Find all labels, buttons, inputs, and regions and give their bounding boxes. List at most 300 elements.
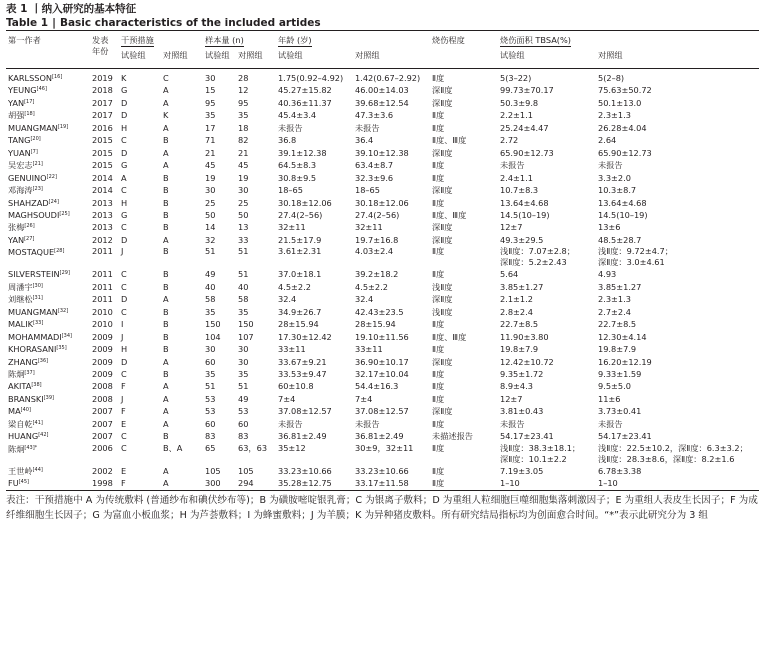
year-cell: 2007 [92,431,113,442]
table-row [6,306,759,318]
year-cell: 2011 [92,294,113,305]
table-row [6,368,759,380]
sample-control-cell: 19 [238,172,249,183]
intervention-trial-cell: F [121,381,126,392]
burn-degree-cell: 深Ⅱ度 [432,234,453,245]
age-control-cell: 4.03±2.4 [355,246,394,257]
burn-degree-cell: 浅Ⅱ度 [432,306,453,317]
author-cell [6,368,90,380]
burn-degree-cell: 深Ⅱ度 [432,294,453,305]
author-name: AKITA [8,381,32,392]
age-control-cell: 18–65 [355,185,380,196]
author-name: 张梅 [8,222,25,233]
sample-control-cell: 33 [238,234,249,245]
intervention-control-cell: B [163,197,169,208]
tbsa-trial-cell: 25.24±4.47 [500,122,549,133]
age-trial-cell: 30.8±9.5 [278,172,317,183]
age-control-cell: 39.2±18.2 [355,269,399,280]
sample-control-cell: 95 [238,97,249,108]
header-n-trial: 试验组 [205,50,230,60]
reference-marker: [19] [57,123,69,130]
age-trial-cell: 34.9±26.7 [278,306,322,317]
burn-degree-cell: Ⅱ度 [432,246,445,257]
age-control-cell: 42.43±23.5 [355,306,404,317]
table-body [6,69,759,491]
intervention-control-cell: B [163,269,169,280]
sample-control-cell: 30 [238,344,249,355]
burn-degree-cell: Ⅱ度 [432,160,445,171]
tbsa-control-cell: 4.93 [598,269,617,280]
age-control-cell: 46.00±14.03 [355,85,409,96]
author-cell [6,172,90,184]
author-name: MOSTAQUE [8,247,55,258]
burn-degree-cell: 深Ⅱ度 [432,85,453,96]
intervention-control-cell: B [163,185,169,196]
sample-trial-cell: 95 [205,97,216,108]
author-cell [6,418,90,430]
intervention-trial-cell: D [121,294,128,305]
tbsa-trial-cell [498,246,596,268]
sample-trial-cell: 35 [205,306,216,317]
header-tbsa-label: 烧伤面积 TBSA(%) [500,35,571,45]
author-name: ZHANG [8,356,38,367]
sample-trial-cell: 35 [205,110,216,121]
intervention-trial-cell: C [121,368,127,379]
tbsa-control-cell: 3.73±0.41 [598,406,642,417]
sample-control-cell: 150 [238,319,254,330]
burn-degree-cell: Ⅱ度 [432,393,445,404]
author-name: KHORASANI [8,344,57,355]
intervention-trial-cell: D [121,97,128,108]
author-cell [6,147,90,159]
table-row [6,418,759,430]
author-cell [6,197,90,209]
header-tbsa-control: 对照组 [598,50,623,60]
intervention-trial-cell: C [121,306,127,317]
tbsa-trial-cell: 13.64±4.68 [500,197,549,208]
table-row [6,246,759,268]
sample-control-cell: 25 [238,197,249,208]
caption-separator: | [52,17,56,29]
tbsa-trial-cell: 1–10 [498,477,596,490]
intervention-trial-cell: G [121,209,128,220]
tbsa-trial-cell: 2.72 [500,135,519,146]
intervention-control-cell: A [163,465,169,476]
intervention-trial-cell: C [121,269,127,280]
author-name: YAN [8,97,25,108]
reference-marker: [44] [32,466,43,473]
reference-marker: [35] [56,345,67,352]
age-control-cell: 54.4±16.3 [355,381,399,392]
table-row [6,109,759,121]
intervention-trial-cell: C [121,135,127,146]
intervention-control-cell: C [163,73,169,83]
sample-trial-cell: 53 [205,393,216,404]
author-cell [6,430,90,442]
burn-degree-cell: 深Ⅱ度 [432,185,453,196]
caption-en-title: Basic characteristics of the included artides [59,17,321,29]
age-trial-cell: 36.81±2.49 [278,431,327,442]
tbsa-control-cell: 5(2–8) [598,73,625,83]
table-row [6,184,759,196]
burn-degree-cell: Ⅱ度 [432,122,445,133]
tbsa-trial-cell-line: 浅Ⅱ度：38.3±18.1； [500,442,581,453]
year-cell: 2014 [92,185,113,196]
intervention-control-cell: A [163,294,169,305]
age-control-cell: 27.4(2–56) [355,209,400,220]
reference-marker: [16] [52,74,63,80]
reference-marker: [21] [32,161,43,168]
intervention-control-cell: B [163,172,169,183]
table-caption-en [6,16,759,30]
author-name: 陈炯 [8,443,25,454]
header-sample-label: 样本量 (n) [205,35,244,45]
burn-degree-cell: Ⅱ度 [432,465,445,476]
reference-marker: [20] [30,136,41,143]
intervention-control-cell: A [163,97,169,108]
burn-degree-cell: Ⅱ度 [432,319,445,330]
intervention-trial-cell: C [121,281,127,292]
author-name: YUAN [8,147,31,158]
sample-trial-cell: 19 [205,172,216,183]
age-trial-cell: 30.18±12.06 [278,197,332,208]
header-age [276,31,430,49]
year-cell: 2006 [92,442,113,453]
sample-control-cell: 107 [238,331,254,342]
author-cell [6,405,90,417]
author-cell [6,184,90,196]
age-control-cell: 7±4 [355,393,373,404]
tbsa-trial-cell [498,443,596,465]
burn-degree-cell: Ⅱ度 [432,73,445,83]
age-trial-cell: 1.75(0.92–4.92) [278,73,344,83]
age-control-cell: 19.7±16.8 [355,234,399,245]
tbsa-control-cell: 2.7±2.4 [598,306,631,317]
tbsa-trial-cell: 22.7±8.5 [500,319,539,330]
burn-degree-cell: Ⅱ度 [432,172,445,183]
author-cell [6,393,90,405]
tbsa-control-cell: 11±6 [598,393,621,404]
intervention-control-cell: A [163,122,169,133]
author-cell [6,69,90,85]
age-trial-cell: 37.0±18.1 [278,269,322,280]
tbsa-control-cell: 10.3±8.7 [598,185,637,196]
tbsa-control-cell: 50.1±13.0 [598,97,642,108]
intervention-trial-cell: F [119,477,161,490]
age-control-cell: 39.10±12.38 [355,147,409,158]
year-cell: 2014 [92,172,113,183]
year-cell: 2011 [92,246,113,257]
sample-trial-cell: 32 [205,234,216,245]
sample-trial-cell: 25 [205,197,216,208]
tbsa-control-cell [596,443,759,465]
burn-degree-cell: 浅Ⅱ度 [432,281,453,292]
intervention-trial-cell: C [121,431,127,442]
author-name: KARLSSON [8,73,53,83]
tbsa-trial-cell: 99.73±70.17 [500,85,554,96]
tbsa-control-cell: 14.5(10–19) [598,209,648,220]
tbsa-trial-cell: 2.8±2.4 [500,306,533,317]
year-cell: 2009 [92,331,113,342]
sample-trial-cell: 50 [205,209,216,220]
age-control-cell: 1.42(0.67–2.92) [355,73,421,83]
intervention-control-cell: B [163,209,169,220]
year-cell: 2010 [92,306,113,317]
reference-marker: [29] [59,270,70,277]
header-intervention [119,31,203,49]
header-tbsa [498,31,759,49]
table-row [6,380,759,392]
tbsa-trial-cell: 2.4±1.1 [500,172,533,183]
sample-trial-cell: 105 [205,465,221,476]
table-caption-zh: 表 1 丨纳入研究的基本特征 [6,3,137,15]
reference-marker: [7] [30,148,38,155]
year-cell: 2016 [92,122,113,133]
table-row [6,405,759,417]
table-footnote: 表注：干预措施中 A 为传统敷料 (普通纱布和碘伏纱布等)；B 为磺胺嘧啶银乳膏；C 为银离子敷料；D 为重组人粒细胞巨噬细胞集落刺激因子；E 为重组人表皮生长因子；F 为成纤维细胞生长因子；G 为富血小板血浆；H 为芦荟敷料；I 为蜂蜜敷料；J 为羊膜；K 为异种猪皮敷料。所有研究结局指标均为创面愈合时间。“*”表示此研究分为 3 组 [6,494,758,522]
age-control-cell: 47.3±3.6 [355,110,394,121]
age-control-cell: 36.90±10.17 [355,356,409,367]
sample-control-cell: 45 [238,160,249,171]
age-control-cell: 19.10±11.56 [355,331,409,342]
reference-marker: [41] [32,419,43,426]
age-trial-cell: 33.53±9.47 [278,368,327,379]
tbsa-control-cell: 6.78±3.38 [598,465,642,476]
intervention-trial-cell: I [121,319,124,330]
table-row [6,172,759,184]
tbsa-trial-cell: 50.3±9.8 [500,97,539,108]
author-name: 刘继松 [8,294,33,305]
author-cell [6,356,90,368]
intervention-trial-cell: J [121,393,124,404]
burn-degree-cell: 深Ⅱ度 [432,356,453,367]
intervention-trial-cell: A [121,172,127,183]
sample-trial-cell: 51 [205,381,216,392]
tbsa-trial-cell: 11.90±3.80 [500,331,549,342]
age-control-cell: 32±11 [355,222,383,233]
intervention-control-cell: A [163,393,169,404]
sample-trial-cell: 60 [205,356,216,367]
table-row [6,147,759,159]
year-cell: 2007 [92,418,113,429]
header-age-trial: 试验组 [278,50,303,60]
age-control-cell: 36.4 [355,135,374,146]
sample-trial-cell: 45 [205,160,216,171]
table-row [6,393,759,405]
age-trial-cell: 32±11 [278,222,306,233]
intervention-control-cell: B [163,246,169,257]
author-cell [6,306,90,318]
sample-control-cell: 58 [238,294,249,305]
reference-marker: [26] [24,223,35,230]
author-cell [6,343,90,355]
year-cell: 2008 [92,381,113,392]
year-cell: 2017 [92,97,113,108]
age-control-cell: 37.08±12.57 [355,406,409,417]
sample-control-cell: 30 [238,185,249,196]
age-trial-cell: 7±4 [278,393,296,404]
burn-degree-cell: Ⅱ度 [432,442,445,453]
sample-control-cell: 51 [238,269,249,280]
sample-control-cell: 50 [238,209,249,220]
author-name: MUANGMAN [8,122,58,133]
sample-control-cell: 40 [238,281,249,292]
author-cell [6,159,90,171]
intervention-control-cell: B [163,431,169,442]
intervention-control-cell: B [163,319,169,330]
burn-degree-cell: 深Ⅱ度 [432,97,453,108]
author-cell [6,380,90,392]
burn-degree-cell: 深Ⅱ度 [432,222,453,233]
age-trial-cell: 39.1±12.38 [278,147,327,158]
sample-trial-cell: 30 [205,344,216,355]
intervention-trial-cell: K [121,73,127,83]
tbsa-trial-cell: 19.8±7.9 [500,344,539,355]
tbsa-control-cell: 65.90±12.73 [598,147,652,158]
author-name: MA [8,406,21,417]
intervention-control-cell: A [161,477,203,490]
sample-trial-cell: 53 [205,406,216,417]
age-trial-cell: 未报告 [278,418,303,429]
author-name: SHAHZAD [8,197,49,208]
age-trial-cell: 35±12 [278,442,306,453]
intervention-control-cell: A [163,356,169,367]
age-control-cell: 33.17±11.58 [353,477,430,490]
year-cell: 2015 [92,160,113,171]
table-figure [6,2,759,524]
tbsa-control-cell: 3.3±2.0 [598,172,631,183]
intervention-trial-cell: G [121,160,128,171]
author-cell [6,477,90,490]
tbsa-trial-cell-line: 深Ⅱ度：5.2±2.43 [500,257,567,268]
intervention-trial-cell: D [121,234,128,245]
intervention-control-cell: B [163,135,169,146]
author-cell [6,443,90,465]
tbsa-trial-cell-line: 深Ⅱ度：10.1±2.2 [500,453,567,464]
table-row [6,356,759,368]
author-name: 陈炯 [8,368,25,379]
sample-trial-cell: 15 [205,85,216,96]
age-trial-cell: 3.61±2.31 [278,246,322,257]
year-cell: 2013 [92,197,113,208]
author-name: MAGHSOUDI [8,209,60,220]
tbsa-trial-cell: 12±7 [500,222,523,233]
year-cell: 2009 [92,344,113,355]
sample-trial-cell: 14 [205,222,216,233]
reference-marker: [33] [33,320,44,327]
tbsa-control-cell: 12.30±4.14 [598,331,647,342]
author-name: MUANGMAN [8,306,58,317]
sample-trial-cell: 49 [205,269,216,280]
tbsa-trial-cell: 65.90±12.73 [500,147,554,158]
author-name: YEUNG [8,85,37,96]
intervention-trial-cell: D [121,110,128,121]
sample-trial-cell: 40 [205,281,216,292]
tbsa-control-cell: 2.64 [598,135,617,146]
intervention-trial-cell: H [121,122,128,133]
author-cell [6,221,90,233]
table-row [6,281,759,293]
intervention-control-cell: A [163,85,169,96]
header-int-control: 对照组 [163,50,188,60]
tbsa-control-cell: 未报告 [598,160,623,171]
intervention-trial-cell: J [121,246,124,257]
age-control-cell: 未报告 [355,122,380,133]
intervention-control-cell: A [163,147,169,158]
sample-trial-cell: 58 [205,294,216,305]
author-name: 王世岭 [8,465,33,476]
reference-marker: [30] [32,282,43,289]
year-cell: 2008 [92,393,113,404]
sample-trial-cell: 104 [205,331,221,342]
burn-degree-cell: 未描述报告 [432,431,473,442]
tbsa-control-cell: 19.8±7.9 [598,344,637,355]
table-row [6,293,759,305]
year-cell: 2011 [92,269,113,280]
author-name: 邓海涛 [8,185,33,196]
table-row [6,122,759,134]
author-name: SILVERSTEIN [8,269,60,280]
table-row [6,197,759,209]
sample-control-cell: 35 [238,110,249,121]
intervention-trial-cell: H [121,344,128,355]
sample-trial-cell: 65 [205,442,216,453]
author-name: 周潘宇 [8,281,33,292]
sample-control-cell: 82 [238,135,249,146]
sample-control-cell: 105 [238,465,254,476]
age-trial-cell: 45.27±15.82 [278,85,332,96]
author-cell [6,465,90,477]
sample-control-cell: 51 [238,246,249,257]
reference-marker: [31] [32,295,43,302]
sample-trial-cell: 30 [205,73,216,83]
header-sample [203,31,276,49]
age-trial-cell: 21.5±17.9 [278,234,322,245]
author-cell [6,209,90,221]
table-row [6,343,759,355]
age-control-cell: 28±15.94 [355,319,396,330]
burn-degree-cell: Ⅱ度 [432,110,445,121]
intervention-trial-cell: E [121,418,127,429]
year-cell: 2013 [92,209,113,220]
intervention-control-cell: B、A [163,442,183,453]
table-row [6,443,759,465]
sample-trial-cell: 30 [205,185,216,196]
author-name: FU [8,478,19,489]
tbsa-control-cell: 54.17±23.41 [598,431,652,442]
tbsa-trial-cell: 5.64 [500,269,519,280]
tbsa-trial-cell: 8.9±4.3 [500,381,533,392]
burn-degree-cell: Ⅱ度、Ⅲ度 [432,209,467,220]
tbsa-trial-cell: 2.2±1.1 [500,110,533,121]
reference-marker: [17] [24,98,35,105]
age-trial-cell: 37.08±12.57 [278,406,332,417]
reference-marker: [24] [48,198,59,205]
year-cell: 2009 [92,356,113,367]
year-cell: 2007 [92,406,113,417]
tbsa-trial-cell: 3.85±1.27 [500,281,544,292]
sample-control-cell: 83 [238,431,249,442]
tbsa-trial-cell: 10.7±8.3 [500,185,539,196]
age-control-cell: 36.81±2.49 [355,431,404,442]
reference-marker: [39] [43,394,54,401]
table-row [6,477,759,490]
reference-marker: [28] [54,248,65,255]
age-trial-cell: 未报告 [278,122,303,133]
author-cell [6,281,90,293]
intervention-control-cell: A [163,406,169,417]
burn-degree-cell: Ⅱ度 [432,368,445,379]
